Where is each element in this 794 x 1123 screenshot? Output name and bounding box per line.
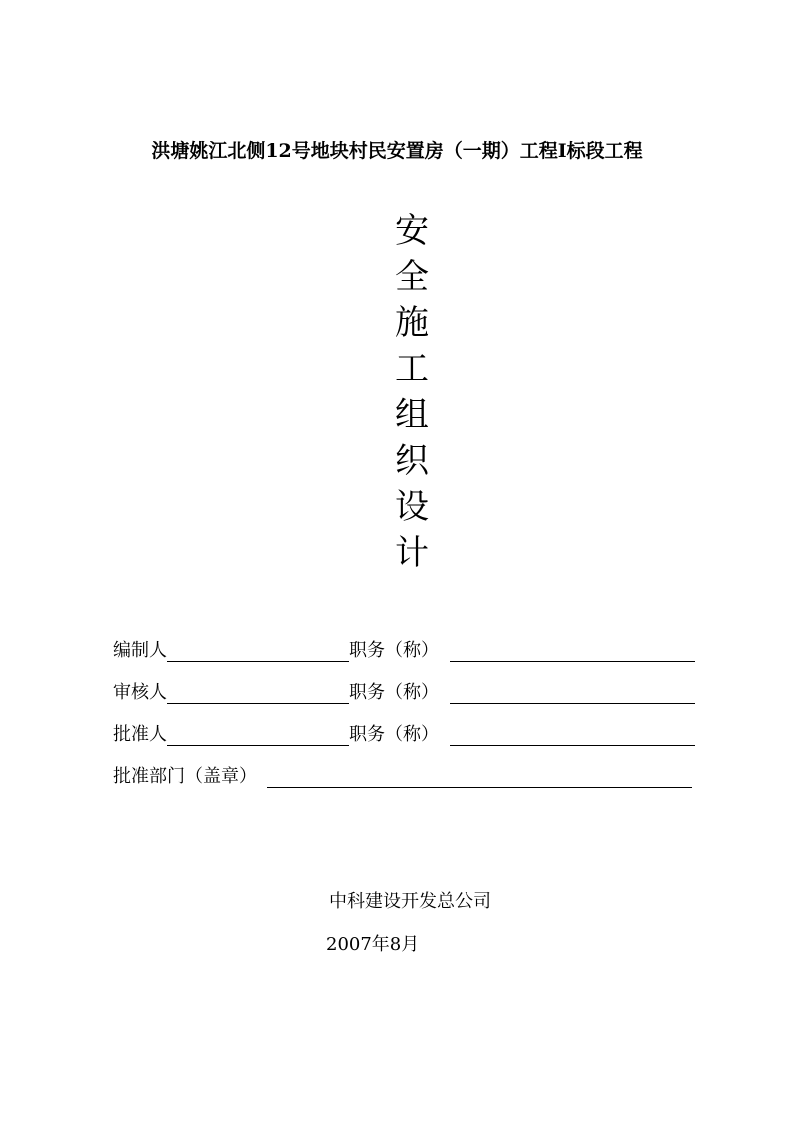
doc-title-char: 设 [395, 487, 429, 527]
doc-title-char: 施 [395, 303, 429, 343]
doc-title-char: 织 [395, 441, 429, 481]
approver-position-label: 职务（称） [349, 724, 439, 745]
approver-position-line[interactable] [450, 725, 695, 746]
doc-title-char: 工 [395, 349, 429, 389]
document-title [382, 208, 442, 576]
compiler-signature-line[interactable] [167, 641, 349, 662]
approver-row [113, 722, 695, 746]
document-date: 2007年8月 [326, 934, 420, 955]
approver-signature-line[interactable] [167, 725, 349, 746]
reviewer-label: 审核人 [113, 682, 167, 703]
doc-title-char: 组 [395, 395, 429, 435]
doc-title-char: 全 [395, 257, 429, 297]
reviewer-position-line[interactable] [450, 683, 695, 704]
reviewer-position-label: 职务（称） [349, 682, 439, 703]
compiler-label: 编制人 [113, 640, 167, 661]
compiler-position-label: 职务（称） [349, 640, 439, 661]
reviewer-row [113, 680, 695, 704]
department-label: 批准部门（盖章） [113, 766, 257, 787]
doc-title-char: 安 [395, 211, 429, 251]
compiler-position-line[interactable] [450, 641, 695, 662]
compiler-row [113, 638, 695, 662]
company-name: 中科建设开发总公司 [329, 891, 491, 912]
approver-label: 批准人 [113, 724, 167, 745]
department-stamp-line[interactable] [267, 767, 692, 788]
doc-title-char: 计 [395, 533, 429, 573]
department-row [113, 764, 692, 788]
project-title: 洪塘姚江北侧12号地块村民安置房（一期）工程Ⅰ标段工程 [151, 140, 643, 162]
reviewer-signature-line[interactable] [167, 683, 349, 704]
